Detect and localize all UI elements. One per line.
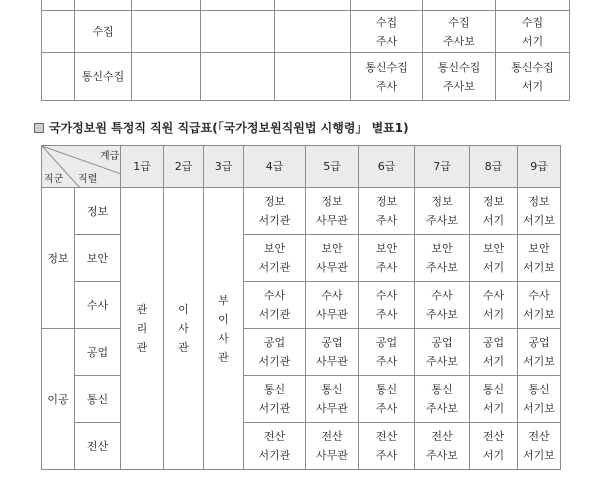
grade-cell: 보안 주사 [359,235,415,282]
group-cell [42,11,75,53]
grade-cell: 수사 주사 [359,282,415,329]
grade-cell: 수사 서기관 [244,282,306,329]
section-title-text: 국가정보원 특정직 직원 직급표(「국가정보원직원법 시행령」 별표1) [49,121,409,135]
group-cell-tech: 이공 [42,329,75,470]
series-cell: 통신 [75,376,121,423]
table-row [42,282,561,329]
corner-header-cell [42,146,121,188]
grade-span-1: 관 리 관 [121,188,164,470]
grade-cell: 정보 서기관 [244,188,306,235]
grade-cell: 전산 서기보 [518,423,561,470]
table-row [42,235,561,282]
grade-span-3: 부 이 사 관 [204,188,244,470]
grade-header-cell: 7급 [415,146,470,188]
grade-cell: 수집 서기 [496,11,570,53]
group-cell [42,53,75,101]
corner-label-group: 직군 [44,174,64,185]
grade-cell: 수집 주사보 [423,11,496,53]
grade-header-cell: 9급 [518,146,561,188]
grade-header-cell: 5급 [306,146,359,188]
grade-cell: 공업 서기보 [518,329,561,376]
grade-cell [132,53,201,101]
grade-cell: 수사 서기보 [518,282,561,329]
series-cell: 수집 [75,11,132,53]
grade-span-2: 이 사 관 [164,188,204,470]
grade-cell: 보안 주사보 [415,235,470,282]
grade-cell: 통신 서기 [470,376,518,423]
grade-cell: 수사 주사보 [415,282,470,329]
top-table-row [42,53,570,101]
top-grade-table [41,0,570,101]
grade-cell: 보안 서기 [470,235,518,282]
series-cell: 정보 [75,188,121,235]
series-cell: 공업 [75,329,121,376]
grade-cell: 정보 주사보 [415,188,470,235]
grade-cell: 전산 서기관 [244,423,306,470]
section-title [34,119,409,136]
grade-cell [275,53,351,101]
grade-cell: 전산 사무관 [306,423,359,470]
series-cell: 전산 [75,423,121,470]
grade-table [41,145,561,470]
grade-cell: 공업 서기 [470,329,518,376]
grade-cell: 공업 사무관 [306,329,359,376]
grade-header-cell: 8급 [470,146,518,188]
table-row [42,423,561,470]
corner-label-grade: 계급 [100,151,120,162]
grade-cell: 전산 주사 [359,423,415,470]
grade-cell: 수사 서기 [470,282,518,329]
grade-cell: 통신 서기보 [518,376,561,423]
grade-cell: 전산 주사보 [415,423,470,470]
grade-cell: 보안 서기보 [518,235,561,282]
grade-cell: 통신수집 주사 [351,53,423,101]
grade-cell: 정보 서기 [470,188,518,235]
series-cell: 통신수집 [75,53,132,101]
grade-cell: 공업 주사보 [415,329,470,376]
grade-cell: 보안 사무관 [306,235,359,282]
grade-cell: 수사 사무관 [306,282,359,329]
grade-header-cell: 2급 [164,146,204,188]
top-table-row [42,11,570,53]
grade-header-cell: 3급 [204,146,244,188]
grade-cell: 통신 사무관 [306,376,359,423]
table-row [42,376,561,423]
grade-cell: 공업 주사 [359,329,415,376]
grade-cell [275,11,351,53]
group-cell-info: 정보 [42,188,75,329]
grade-cell: 정보 사무관 [306,188,359,235]
grade-cell: 통신수집 주사보 [423,53,496,101]
series-cell: 보안 [75,235,121,282]
grade-cell: 보안 서기관 [244,235,306,282]
table-row [42,188,561,235]
grade-cell: 통신 주사보 [415,376,470,423]
top-table-row-cutoff [42,0,570,11]
grade-header-cell: 4급 [244,146,306,188]
table-row [42,329,561,376]
grade-cell: 공업 서기관 [244,329,306,376]
grade-cell [201,53,275,101]
square-bullet-icon [34,123,44,133]
grade-cell: 정보 서기보 [518,188,561,235]
grade-cell: 정보 주사 [359,188,415,235]
grade-cell: 통신 주사 [359,376,415,423]
grade-cell: 통신 서기관 [244,376,306,423]
series-cell: 수사 [75,282,121,329]
grade-header-cell: 1급 [121,146,164,188]
grade-cell [132,11,201,53]
grade-cell: 수집 주사 [351,11,423,53]
grade-cell: 통신수집 서기 [496,53,570,101]
grade-header-cell: 6급 [359,146,415,188]
grade-cell [201,11,275,53]
header-row [42,146,561,188]
grade-cell: 전산 서기 [470,423,518,470]
corner-label-series: 직렬 [78,174,98,185]
